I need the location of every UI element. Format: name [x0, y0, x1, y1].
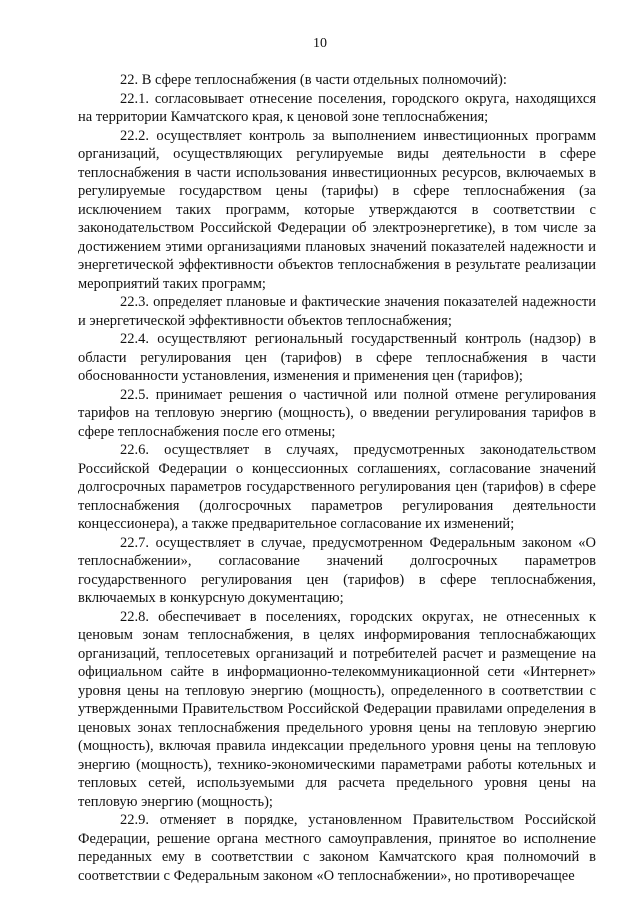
- clause-22-8: 22.8. обеспечивает в поселениях, городских округах, не отнесенных к ценовым зонам теплоснабжения, в целях информирования теплоснабжающих организаций, теплосетевых организаций и потребителей расчет и размещение на официальном сайте в информационно-телекоммуникационной сети «Интернет» уровня цены на тепловую энергию (мощность), определенного в соответствии с утвержденными Правительством Российской Федерации правилами определения в ценовых зонах теплоснабжения предельного уровня цены на тепловую энергию (мощность), включая правила индексации предельного уровня цены на тепловую энергию (мощность), технико-экономическими параметрами работы котельных и тепловых сетей, используемыми для расчета предельного уровня цены на тепловую энергию (мощность);: [78, 608, 596, 810]
- document-body: [78, 71, 596, 885]
- clause-22-9: 22.9. отменяет в порядке, установленном Правительством Российской Федерации, решение органа местного самоуправления, принятое во исполнение переданных ему в соответствии с законом Камчатского края полномочий в соответствии с Федеральным законом «О теплоснабжении», но противоречащее: [78, 812, 596, 884]
- clause-22-4: 22.4. осуществляют региональный государственный контроль (надзор) в области регулирования цен (тарифов) в сфере теплоснабжения в части обоснованности установления, изменения и применения цен (тарифов);: [78, 331, 596, 384]
- section-22-heading: 22. В сфере теплоснабжения (в части отдельных полномочий):: [120, 72, 507, 88]
- clause-22-2: 22.2. осуществляет контроль за выполнением инвестиционных программ организаций, осуществляющих регулируемые виды деятельности в сфере теплоснабжения в части использования инвестиционных ресурсов, включаемых в регулируемые государством цены (тарифы) в сфере теплоснабжения (за исключением таких программ, которые утверждаются в соответствии с законодательством Российской Федерации об электроэнергетике), в том числе за достижением этими организациями плановых значений показателей надежности и энергетической эффективности объектов теплоснабжения в результате реализации мероприятий таких программ;: [78, 127, 596, 292]
- page-number: 10: [313, 36, 327, 51]
- clause-22-1: 22.1. согласовывает отнесение поселения, городского округа, находящихся на территории Камчатского края, к ценовой зоне теплоснабжения;: [78, 90, 596, 125]
- clause-22-6: 22.6. осуществляет в случаях, предусмотренных законодательством Российской Федерации о концессионных соглашениях, согласование значений долгосрочных параметров государственного регулирования цен (тарифов) в сфере теплоснабжения (долгосрочных параметров регулирования деятельности концессионера), а также предварительное согласование их изменений;: [78, 442, 596, 532]
- clause-22-3: 22.3. определяет плановые и фактические значения показателей надежности и энергетической эффективности объектов теплоснабжения;: [78, 294, 596, 329]
- clause-22-5: 22.5. принимает решения о частичной или полной отмене регулирования тарифов на тепловую энергию (мощность), о введении регулирования тарифов в сфере теплоснабжения после его отмены;: [78, 386, 596, 440]
- clause-22-7: 22.7. осуществляет в случае, предусмотренном Федеральным законом «О теплоснабжении», согласование значений долгосрочных параметров государственного регулирования цен (тарифов) в сфере теплоснабжения, включаемых в конкурсную документацию;: [78, 534, 596, 606]
